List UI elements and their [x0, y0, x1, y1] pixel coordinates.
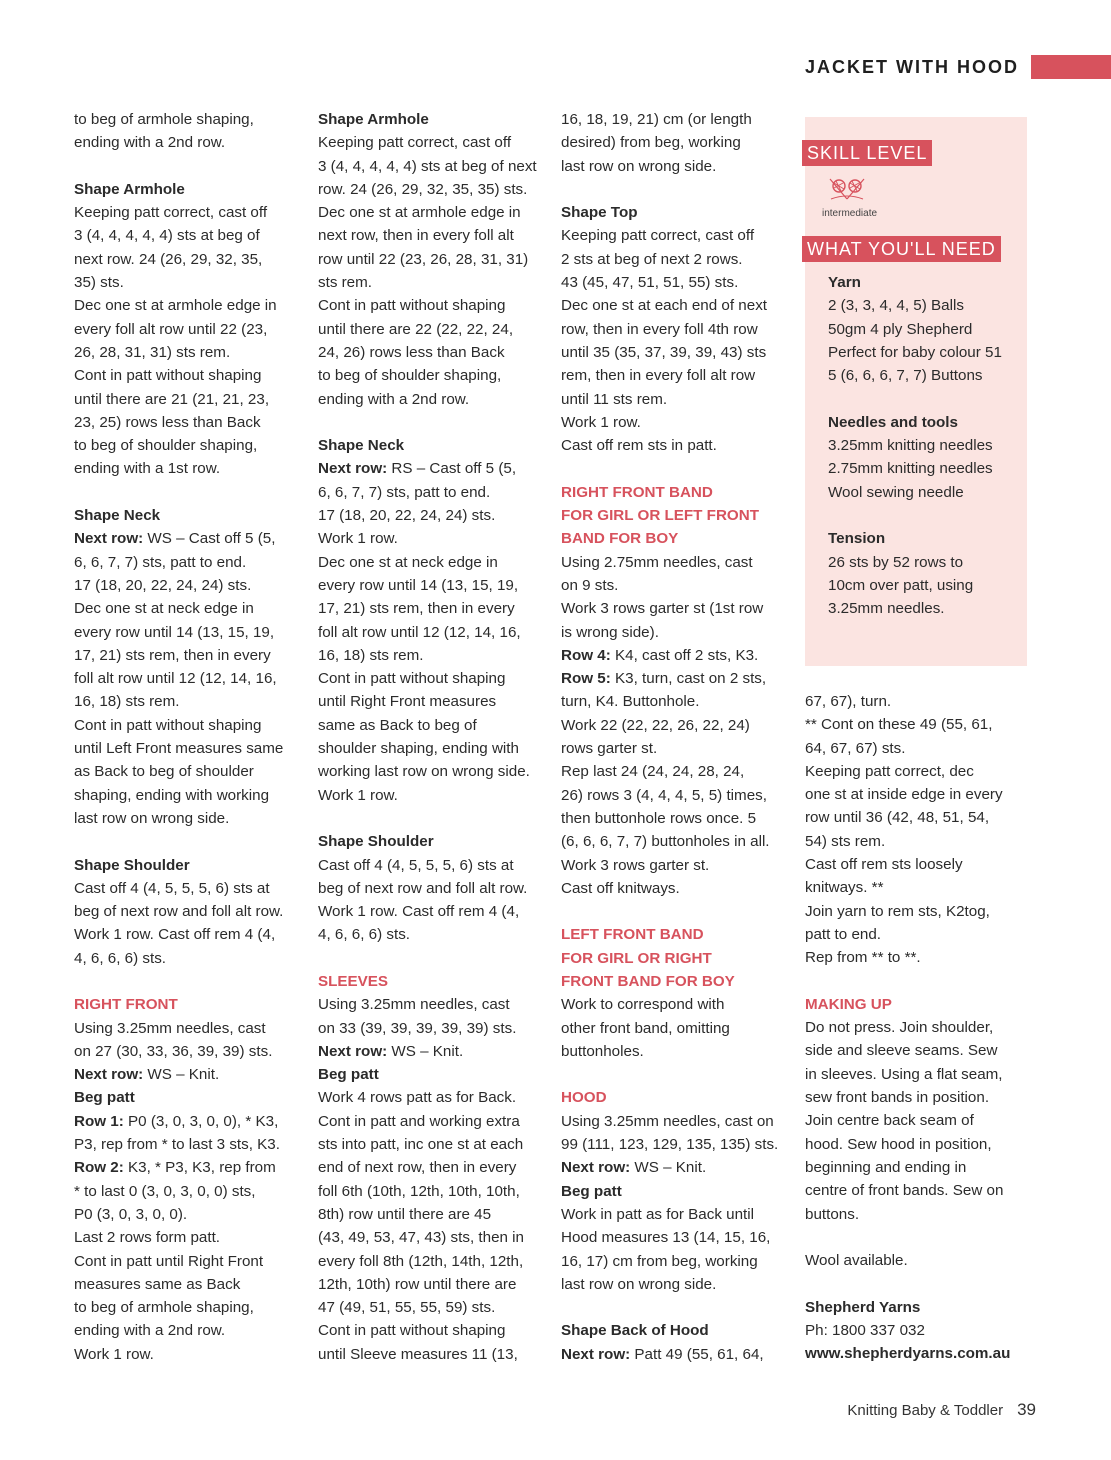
- text-line: other front band, omitting: [561, 1019, 730, 1037]
- blank-line: [561, 1296, 793, 1319]
- text-line: 8th) row until there are 45: [318, 1205, 492, 1223]
- text-line: 26, 28, 31, 31) sts rem.: [74, 343, 231, 361]
- row-text: K4, cast off 2 sts, K3.: [610, 646, 759, 664]
- blank-line: [561, 1063, 793, 1086]
- text-line: patt to end.: [805, 925, 881, 943]
- page-number: 39: [1017, 1400, 1036, 1419]
- blank-line: [74, 155, 306, 178]
- text-line: 16, 18, 19, 21) cm (or length: [561, 111, 752, 128]
- text-line: 10cm over patt, using: [828, 576, 974, 594]
- text-line: 3.25mm knitting needles: [828, 437, 993, 455]
- text-line: foll alt row until 12 (12, 14, 16,: [74, 670, 277, 688]
- materials-heading: WHAT YOU'LL NEED: [802, 236, 1001, 262]
- text-line: buttonholes.: [561, 1042, 644, 1060]
- text-line: beg of next row and foll alt row.: [318, 879, 528, 897]
- text-line: until 35 (35, 37, 39, 39, 43) sts: [561, 343, 767, 361]
- text-line: [561, 1156, 793, 1179]
- page-title: JACKET WITH HOOD: [805, 57, 1019, 77]
- text-line: buttons.: [805, 1205, 860, 1223]
- blank-line: [805, 1226, 1037, 1249]
- subsection-heading: Shepherd Yarns: [805, 1298, 921, 1316]
- text-line: on 27 (30, 33, 36, 39, 39) sts.: [74, 1042, 273, 1060]
- text-line: [318, 1040, 550, 1063]
- text-line: Dec one st at armhole edge in: [318, 204, 521, 222]
- text-line: Wool sewing needle: [828, 483, 964, 501]
- section-heading: MAKING UP: [805, 995, 892, 1013]
- text-line: shaping, ending with working: [74, 786, 270, 804]
- text-line: Work 1 row.: [318, 786, 398, 804]
- text-line: 2 sts at beg of next 2 rows.: [561, 250, 743, 268]
- text-line: Work 3 rows garter st.: [561, 856, 710, 874]
- text-line: Cast off rem sts in patt.: [561, 437, 717, 455]
- text-line: ending with a 2nd row.: [318, 390, 470, 408]
- text-line: as Back to beg of shoulder: [74, 763, 254, 781]
- row-label: Row 2:: [74, 1159, 124, 1177]
- section-heading: FOR GIRL OR RIGHT: [561, 949, 712, 967]
- text-line: until Right Front measures: [318, 693, 497, 711]
- text-line: 16, 18) sts rem.: [74, 693, 180, 711]
- text-line: Cont in patt without shaping: [318, 1322, 506, 1340]
- text-line: Dec one st at armhole edge in: [74, 297, 277, 315]
- blank-line: [318, 947, 550, 970]
- row-label: Next row:: [561, 1345, 631, 1363]
- text-line: 47 (49, 51, 55, 55, 59) sts.: [318, 1299, 496, 1317]
- text-line: until Sleeve measures 11 (13,: [318, 1345, 518, 1363]
- text-line: Cont in patt without shaping: [318, 670, 506, 688]
- subsection-heading: Shape Shoulder: [318, 833, 434, 851]
- text-line: (43, 49, 53, 47, 43) sts, then in: [318, 1229, 525, 1247]
- text-line: Hood measures 13 (14, 15, 16,: [561, 1229, 771, 1247]
- text-line: Perfect for baby colour 51: [828, 343, 1002, 361]
- text-line: 26 sts by 52 rows to: [828, 553, 964, 571]
- row-label: Next row:: [74, 530, 144, 548]
- skill-level-caption: intermediate: [822, 208, 878, 219]
- text-line: 2 (3, 3, 4, 4, 5) Balls: [828, 297, 964, 315]
- text-line: Cont in patt until Right Front: [74, 1252, 264, 1270]
- text-line: to beg of shoulder shaping,: [74, 437, 258, 455]
- text-line: Work 1 row. Cast off rem 4 (4,: [74, 926, 276, 944]
- blank-line: [74, 830, 306, 853]
- row-label: Row 1:: [74, 1112, 124, 1130]
- text-line: Join centre back seam of: [805, 1112, 974, 1130]
- text-line: row, then in every foll 4th row: [561, 320, 758, 338]
- subsection-heading: Beg patt: [561, 1182, 622, 1200]
- text-line: [74, 1110, 306, 1133]
- text-line: centre of front bands. Sew on: [805, 1182, 1004, 1200]
- text-line: 23, 25) rows less than Back: [74, 413, 261, 431]
- text-line: 17 (18, 20, 22, 24, 24) sts.: [318, 507, 496, 525]
- text-line: [318, 457, 550, 480]
- text-line: last row on wrong side.: [74, 809, 230, 827]
- text-line: every foll 8th (12th, 14th, 12th,: [318, 1252, 524, 1270]
- text-line: rem, then in every foll alt row: [561, 367, 756, 385]
- text-line: every foll alt row until 22 (23,: [74, 320, 268, 338]
- yarn-balls-icon: [827, 177, 867, 203]
- text-line: Work 22 (22, 22, 26, 22, 24): [561, 716, 750, 734]
- text-line: [561, 644, 793, 667]
- text-line: Work 1 row. Cast off rem 4 (4,: [318, 903, 520, 921]
- text-line: side and sleeve seams. Sew: [805, 1042, 998, 1060]
- text-line: 64, 67, 67) sts.: [805, 739, 906, 757]
- text-line: Cont in patt without shaping: [318, 297, 506, 315]
- section-heading: RIGHT FRONT: [74, 996, 178, 1014]
- text-line: 3 (4, 4, 4, 4, 4) sts at beg of next: [318, 157, 537, 175]
- text-line: 24, 26) rows less than Back: [318, 343, 505, 361]
- blank-line: [561, 900, 793, 923]
- blank-line: [318, 411, 550, 434]
- text-line: P0 (3, 0, 3, 0, 0).: [74, 1205, 188, 1223]
- text-line: Keeping patt correct, dec: [805, 762, 974, 780]
- text-line: Using 3.25mm needles, cast: [318, 996, 510, 1014]
- text-line: 17, 21) sts rem, then in every: [74, 646, 271, 664]
- text-line: until there are 22 (22, 22, 24,: [318, 320, 514, 338]
- text-line: Keeping patt correct, cast off: [318, 134, 512, 152]
- text-line: 16, 17) cm from beg, working: [561, 1252, 758, 1270]
- text-line: [74, 527, 306, 550]
- row-text: WS – Knit.: [630, 1159, 707, 1177]
- text-line: 12th, 10th) row until there are: [318, 1275, 517, 1293]
- blank-line: [561, 457, 793, 480]
- text-line: sts rem.: [318, 274, 373, 292]
- text-line: next row, then in every foll alt: [318, 227, 514, 245]
- text-line: every row until 14 (13, 15, 19,: [74, 623, 275, 641]
- text-line: measures same as Back: [74, 1275, 241, 1293]
- blank-line: [828, 387, 1023, 410]
- text-line: 67, 67), turn.: [805, 693, 892, 710]
- text-line: 35) sts.: [74, 274, 124, 292]
- text-line: ** Cont on these 49 (55, 61,: [805, 716, 993, 734]
- subsection-heading: Beg patt: [318, 1066, 379, 1084]
- text-line: * to last 0 (3, 0, 3, 0, 0) sts,: [74, 1182, 256, 1200]
- text-line: 26) rows 3 (4, 4, 4, 5, 5) times,: [561, 786, 767, 804]
- subsection-heading: Shape Shoulder: [74, 856, 190, 874]
- section-heading: FOR GIRL OR LEFT FRONT: [561, 507, 759, 525]
- row-text: WS – Cast off 5 (5,: [143, 530, 276, 548]
- text-line: Keeping patt correct, cast off: [74, 204, 268, 222]
- row-label: Row 4:: [561, 646, 611, 664]
- text-line: ending with a 1st row.: [74, 460, 221, 478]
- text-line: Keeping patt correct, cast off: [561, 227, 755, 245]
- section-heading: SLEEVES: [318, 972, 389, 990]
- section-heading: FRONT BAND FOR BOY: [561, 972, 735, 990]
- text-line: 43 (45, 47, 51, 51, 55) sts.: [561, 274, 739, 292]
- text-line: 5 (6, 6, 6, 7, 7) Buttons: [828, 367, 983, 385]
- blank-line: [74, 970, 306, 993]
- text-line: row until 22 (23, 26, 28, 31, 31): [318, 250, 529, 268]
- text-line: beg of next row and foll alt row.: [74, 903, 284, 921]
- text-line: ending with a 2nd row.: [74, 1322, 226, 1340]
- text-line: Do not press. Join shoulder,: [805, 1019, 994, 1037]
- row-label: Next row:: [74, 1066, 144, 1084]
- text-line: desired) from beg, working: [561, 134, 741, 152]
- subsection-heading: Needles and tools: [828, 413, 958, 431]
- text-line: last row on wrong side.: [561, 157, 717, 175]
- text-line: sts into patt, inc one st at each: [318, 1136, 524, 1154]
- blank-line: [805, 970, 1037, 993]
- text-line: to beg of shoulder shaping,: [318, 367, 502, 385]
- text-line: (6, 6, 6, 7, 7) buttonholes in all.: [561, 833, 770, 851]
- text-line: one st at inside edge in every: [805, 786, 1003, 804]
- page-header: [0, 55, 1111, 79]
- text-line: Ph: 1800 337 032: [805, 1322, 925, 1340]
- text-line: then buttonhole rows once. 5: [561, 809, 757, 827]
- text-line: [74, 1156, 306, 1179]
- text-line: turn, K4. Buttonhole.: [561, 693, 700, 711]
- text-line: beginning and ending in: [805, 1158, 967, 1176]
- text-line: shoulder shaping, ending with: [318, 740, 519, 758]
- row-label: Next row:: [318, 1042, 388, 1060]
- text-line: foll 6th (10th, 12th, 10th, 10th,: [318, 1182, 520, 1200]
- subsection-heading: Yarn: [828, 274, 861, 291]
- text-line: to beg of armhole shaping,: [74, 111, 254, 128]
- text-line: Cast off knitways.: [561, 879, 680, 897]
- section-heading: LEFT FRONT BAND: [561, 926, 704, 944]
- text-line: 6, 6, 7, 7) sts, patt to end.: [318, 483, 491, 501]
- text-line: Cont in patt without shaping: [74, 716, 262, 734]
- text-line: Using 2.75mm needles, cast: [561, 553, 753, 571]
- text-line: rows garter st.: [561, 740, 658, 758]
- text-column-2: [318, 108, 550, 1366]
- text-line: every row until 14 (13, 15, 19,: [318, 576, 519, 594]
- row-label: Next row:: [561, 1159, 631, 1177]
- publication-name: Knitting Baby & Toddler: [847, 1402, 1004, 1419]
- skill-level-heading: SKILL LEVEL: [802, 140, 932, 166]
- text-line: Cast off 4 (4, 5, 5, 5, 6) sts at: [318, 856, 514, 874]
- text-line: row. 24 (26, 29, 32, 35, 35) sts.: [318, 180, 528, 198]
- text-line: 3 (4, 4, 4, 4, 4) sts at beg of: [74, 227, 260, 245]
- text-line: 3.25mm needles.: [828, 600, 945, 618]
- blank-line: [805, 1272, 1037, 1295]
- text-line: P3, rep from * to last 3 sts, K3.: [74, 1136, 280, 1154]
- text-line: same as Back to beg of: [318, 716, 477, 734]
- text-line: Cont in patt without shaping: [74, 367, 262, 385]
- text-line: 16, 18) sts rem.: [318, 646, 424, 664]
- text-line: Dec one st at neck edge in: [318, 553, 498, 571]
- row-text: WS – Knit.: [387, 1042, 464, 1060]
- text-line: Work 1 row.: [74, 1345, 154, 1363]
- text-line: 54) sts rem.: [805, 832, 886, 850]
- text-line: Dec one st at neck edge in: [74, 600, 254, 618]
- text-line: ending with a 2nd row.: [74, 134, 226, 152]
- page-footer: [847, 1400, 1036, 1420]
- text-line: 50gm 4 ply Shepherd: [828, 320, 973, 338]
- header-accent-bar: [1031, 55, 1111, 79]
- text-line: on 9 sts.: [561, 576, 619, 594]
- subsection-heading: Beg patt: [74, 1089, 135, 1107]
- row-label: Row 5:: [561, 670, 611, 688]
- row-text: RS – Cast off 5 (5,: [387, 460, 517, 478]
- text-line: hood. Sew hood in position,: [805, 1135, 992, 1153]
- subsection-heading: Shape Neck: [318, 437, 405, 455]
- text-line: [561, 667, 793, 690]
- text-line: Rep last 24 (24, 24, 28, 24,: [561, 763, 745, 781]
- subsection-heading: www.shepherdyarns.com.au: [805, 1345, 1011, 1363]
- text-line: 17 (18, 20, 22, 24, 24) sts.: [74, 576, 252, 594]
- text-line: Cast off 4 (4, 5, 5, 5, 6) sts at: [74, 879, 270, 897]
- row-text: K3, turn, cast on 2 sts,: [610, 670, 767, 688]
- text-line: 6, 6, 7, 7) sts, patt to end.: [74, 553, 247, 571]
- subsection-heading: Tension: [828, 530, 886, 548]
- row-text: K3, * P3, K3, rep from: [123, 1159, 276, 1177]
- text-line: Work 4 rows patt as for Back.: [318, 1089, 517, 1107]
- text-line: until there are 21 (21, 21, 23,: [74, 390, 270, 408]
- text-line: next row. 24 (26, 29, 32, 35,: [74, 250, 263, 268]
- subsection-heading: Shape Armhole: [318, 111, 429, 128]
- section-heading: RIGHT FRONT BAND: [561, 483, 713, 501]
- blank-line: [828, 504, 1023, 527]
- pattern-info-sidebar: [805, 117, 1027, 666]
- text-line: Work 1 row.: [561, 413, 641, 431]
- text-line: [74, 1063, 306, 1086]
- text-line: last row on wrong side.: [561, 1275, 717, 1293]
- subsection-heading: Shape Neck: [74, 507, 161, 525]
- text-line: until Left Front measures same: [74, 740, 284, 758]
- text-line: end of next row, then in every: [318, 1159, 517, 1177]
- text-line: is wrong side).: [561, 623, 659, 641]
- subsection-heading: Shape Back of Hood: [561, 1322, 709, 1340]
- text-line: Work 1 row.: [318, 530, 398, 548]
- subsection-heading: Shape Top: [561, 204, 638, 222]
- text-line: 4, 6, 6, 6) sts.: [74, 949, 167, 967]
- materials-list: [828, 271, 1023, 620]
- text-line: Work in patt as for Back until: [561, 1205, 755, 1223]
- text-line: to beg of armhole shaping,: [74, 1299, 254, 1317]
- row-text: Patt 49 (55, 61, 64,: [630, 1345, 764, 1363]
- text-line: Wool available.: [805, 1252, 908, 1270]
- text-line: Last 2 rows form patt.: [74, 1229, 221, 1247]
- blank-line: [74, 481, 306, 504]
- blank-line: [318, 807, 550, 830]
- text-line: until 11 sts rem.: [561, 390, 668, 408]
- text-line: 2.75mm knitting needles: [828, 460, 993, 478]
- text-line: Work to correspond with: [561, 996, 725, 1014]
- text-line: Cont in patt and working extra: [318, 1112, 520, 1130]
- text-line: 17, 21) sts rem, then in every: [318, 600, 515, 618]
- text-line: 99 (111, 123, 129, 135, 135) sts.: [561, 1136, 779, 1154]
- text-line: Using 3.25mm needles, cast on: [561, 1112, 774, 1130]
- text-line: knitways. **: [805, 879, 884, 897]
- text-line: in sleeves. Using a flat seam,: [805, 1065, 1003, 1083]
- text-column-1: [74, 108, 306, 1366]
- text-line: foll alt row until 12 (12, 14, 16,: [318, 623, 521, 641]
- text-line: Cast off rem sts loosely: [805, 856, 963, 874]
- text-line: 4, 6, 6, 6) sts.: [318, 926, 411, 944]
- text-column-3: [561, 108, 793, 1366]
- text-line: sew front bands in position.: [805, 1089, 990, 1107]
- text-line: [561, 1343, 793, 1366]
- subsection-heading: Shape Armhole: [74, 180, 185, 198]
- row-text: P0 (3, 0, 3, 0, 0), * K3,: [123, 1112, 279, 1130]
- text-line: Using 3.25mm needles, cast: [74, 1019, 266, 1037]
- text-line: Rep from ** to **.: [805, 949, 921, 967]
- text-line: Work 3 rows garter st (1st row: [561, 600, 764, 618]
- text-line: Dec one st at each end of next: [561, 297, 768, 315]
- text-column-4: [805, 690, 1037, 1366]
- text-line: Join yarn to rem sts, K2tog,: [805, 902, 990, 920]
- text-line: on 33 (39, 39, 39, 39, 39) sts.: [318, 1019, 517, 1037]
- section-heading: HOOD: [561, 1089, 607, 1107]
- section-heading: BAND FOR BOY: [561, 530, 679, 548]
- text-line: working last row on wrong side.: [318, 763, 530, 781]
- blank-line: [561, 178, 793, 201]
- text-line: row until 36 (42, 48, 51, 54,: [805, 809, 990, 827]
- row-label: Next row:: [318, 460, 388, 478]
- row-text: WS – Knit.: [143, 1066, 220, 1084]
